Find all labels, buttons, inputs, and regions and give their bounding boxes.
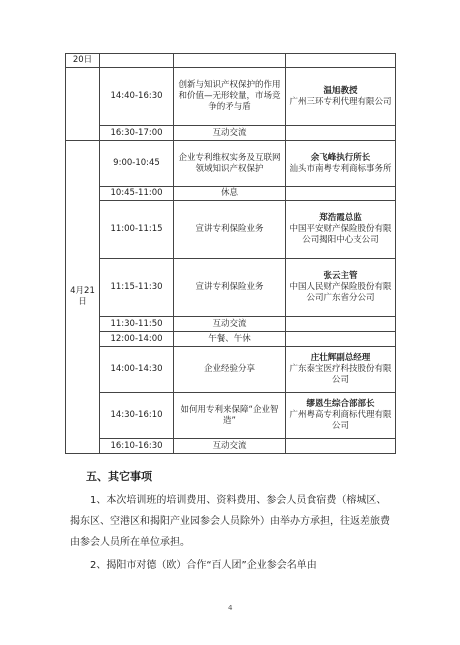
time-cell: 14:00-14:30 [100, 347, 174, 393]
topic-cell: 互动交流 [174, 126, 286, 141]
topic-cell: 互动交流 [174, 439, 286, 454]
speaker-name: 郑浩霞总监 [319, 213, 362, 223]
speaker-name: 余飞峰执行所长 [310, 152, 371, 163]
topic-cell: 宣讲专利保险业务 [174, 259, 286, 317]
page-number: 4 [228, 604, 233, 612]
section-title: 五、其它事项 [86, 470, 152, 483]
date-cell: 20日 [66, 54, 100, 68]
time-cell: 14:40-16:30 [100, 68, 174, 126]
paragraph-1: 1、本次培训班的培训费用、资料费用、参会人员食宿费（榕城区、揭东区、空港区和揭阳产业园参会人员除外）由举办方承担，往返差旅费由参会人员所在单位承担。 [70, 495, 390, 548]
time-cell: 14:30-16:10 [100, 393, 174, 439]
date-cell: 4月21日 [66, 141, 100, 454]
topic-cell: 创新与知识产权保护的作用和价值—无形较量，市场竞争的矛与盾 [174, 68, 286, 126]
speaker-cell [286, 141, 396, 187]
time-cell: 16:10-16:30 [100, 439, 174, 454]
speaker-name: 张云主管 [323, 271, 358, 281]
speaker-org: 广州粤高专利商标代理有限公司 [289, 410, 392, 431]
speaker-org: 汕头市南粤专利商标事务所 [289, 163, 392, 174]
speaker-name: 缪恩生综合部部长 [306, 399, 375, 409]
speaker-cell [286, 68, 396, 126]
table-row [66, 347, 396, 393]
speaker-org: 中国平安财产保险股份有限公司揭阳中心支公司 [289, 224, 392, 245]
table-row [66, 393, 396, 439]
topic-cell: 互动交流 [174, 317, 286, 332]
time-cell: 10:45-11:00 [100, 187, 174, 201]
table-row [66, 126, 396, 141]
speaker-org: 广州三环专利代理有限公司 [289, 96, 392, 107]
table-row [66, 317, 396, 332]
schedule-table [65, 53, 396, 454]
speaker-cell [286, 393, 396, 439]
speaker-name: 温旭教授 [323, 85, 358, 96]
topic-cell: 午餐、午休 [174, 332, 286, 347]
table-row [66, 332, 396, 347]
date-cell [66, 68, 100, 141]
time-cell: 11:15-11:30 [100, 259, 174, 317]
topic-cell: 企业专利维权实务及互联网领域知识产权保护 [174, 141, 286, 187]
table-row [66, 259, 396, 317]
table-row [66, 201, 396, 259]
topic-cell: 宣讲专利保险业务 [174, 201, 286, 259]
table-row [66, 54, 396, 68]
paragraph-2: 2、揭阳市对德（欧）合作“百人团”企业参会名单由 [90, 560, 317, 571]
speaker-org: 广东泰宝医疗科技股份有限公司 [289, 364, 392, 385]
speaker-cell [286, 347, 396, 393]
table-row [66, 68, 396, 126]
speaker-name: 庄壮辉副总经理 [310, 353, 371, 363]
time-cell: 12:00-14:00 [100, 332, 174, 347]
table-row [66, 439, 396, 454]
table-row [66, 141, 396, 187]
speaker-cell [286, 259, 396, 317]
time-cell: 9:00-10:45 [100, 141, 174, 187]
time-cell: 11:00-11:15 [100, 201, 174, 259]
topic-cell: 如何用专利来保障“企业智造” [174, 393, 286, 439]
time-cell: 16:30-17:00 [100, 126, 174, 141]
topic-cell: 休息 [174, 187, 286, 201]
topic-cell: 企业经验分享 [174, 347, 286, 393]
table-row [66, 187, 396, 201]
time-cell: 11:30-11:50 [100, 317, 174, 332]
speaker-org: 中国人民财产保险股份有限公司广东省分公司 [289, 282, 392, 303]
speaker-cell [286, 201, 396, 259]
